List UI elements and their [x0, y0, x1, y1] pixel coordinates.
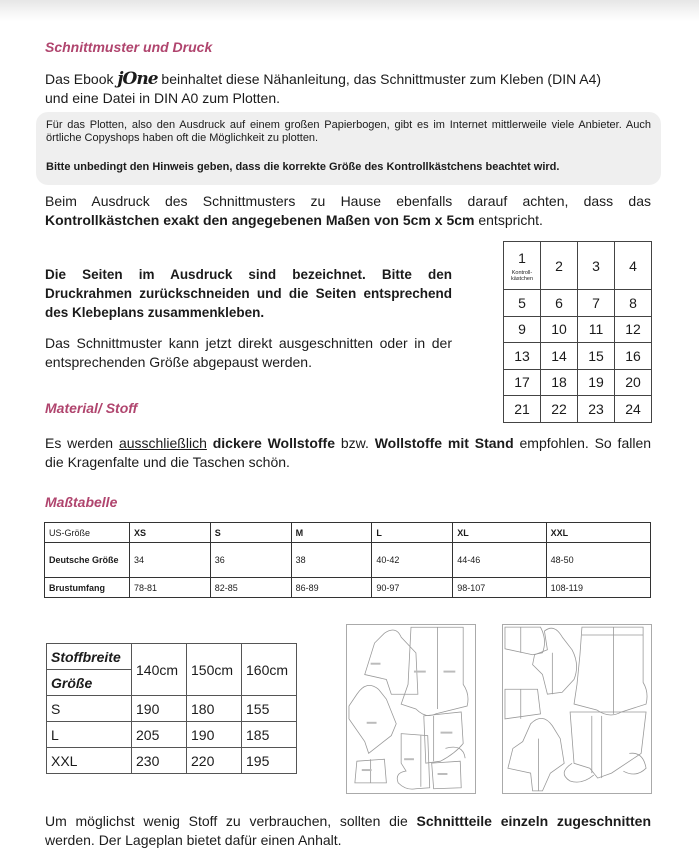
- grid-cell: 7: [578, 290, 615, 317]
- cut-instruction: Das Schnittmuster kann jetzt direkt ausgeschnitten oder in der entsprechenden Größe abgepaust werden.: [45, 335, 452, 370]
- material-text-2: bzw.: [335, 435, 375, 451]
- intro-text-1: Das Ebook: [45, 71, 118, 87]
- layout-plan-diagram-1: [346, 624, 476, 794]
- grid-cell: 2: [541, 242, 578, 290]
- grid-cell: 6: [541, 290, 578, 317]
- size-table-cell: L: [372, 523, 453, 543]
- size-table-cell: S: [210, 523, 291, 543]
- home-print-text: Beim Ausdruck des Schnittmusters zu Hause ebenfalls darauf achten, dass das: [45, 193, 651, 209]
- grid-cell: 14: [541, 343, 578, 370]
- fabric-cell: 195: [242, 748, 297, 774]
- heading-print: Schnittmuster und Druck: [45, 39, 213, 55]
- material-bold-2: Wollstoffe mit Stand: [374, 435, 514, 451]
- heading-material: Material/ Stoff: [45, 400, 138, 416]
- size-table-cell: XL: [453, 523, 546, 543]
- fabric-cell: 180: [187, 696, 242, 722]
- material-paragraph: [45, 434, 651, 472]
- grid-cell: 9: [504, 316, 541, 343]
- grid-cell: 22: [541, 396, 578, 423]
- size-table: [44, 522, 651, 598]
- fabric-size: XXL: [47, 748, 132, 774]
- size-table-label: US-Größe: [45, 523, 130, 543]
- grid-cell: 16: [615, 343, 652, 370]
- fabric-size: S: [47, 696, 132, 722]
- grid-cell: 12: [615, 316, 652, 343]
- grid-cell: 17: [504, 369, 541, 396]
- size-table-cell: 40-42: [372, 543, 453, 578]
- fabric-cell: 205: [132, 722, 187, 748]
- size-table-cell: 90-97: [372, 578, 453, 598]
- fabric-width-col: 150cm: [187, 644, 242, 696]
- fabric-cell: 190: [187, 722, 242, 748]
- intro-paragraph: [45, 70, 655, 108]
- brand-logo: jOne: [117, 69, 158, 89]
- fabric-cell: 190: [132, 696, 187, 722]
- layout-plan-footer: [45, 812, 651, 850]
- grid-cell: 23: [578, 396, 615, 423]
- intro-text-3: und eine Datei in DIN A0 zum Plotten.: [45, 90, 281, 106]
- intro-text-2: beinhaltet diese Nähanleitung, das Schnittmuster zum Kleben (DIN A4): [157, 71, 602, 87]
- fabric-cell: 155: [242, 696, 297, 722]
- grid-cell: 3: [578, 242, 615, 290]
- fabric-cell: 185: [242, 722, 297, 748]
- plotting-note-box: [36, 112, 661, 185]
- footer-bold: Schnittteile einzeln zugeschnitten: [416, 813, 652, 829]
- layout-plan-diagram-2: [502, 624, 652, 794]
- fabric-header-size: Größe: [47, 670, 132, 696]
- grid-cell: 8: [615, 290, 652, 317]
- grid-cell: 19: [578, 369, 615, 396]
- fabric-cell: 220: [187, 748, 242, 774]
- size-table-cell: XXL: [546, 523, 650, 543]
- size-table-cell: 108-119: [546, 578, 650, 598]
- material-bold-1: dickere Wollstoffe: [212, 435, 335, 451]
- size-table-cell: 78-81: [130, 578, 211, 598]
- grid-cell: 15: [578, 343, 615, 370]
- home-print-tail: entspricht.: [474, 212, 543, 228]
- fabric-width-col: 140cm: [132, 644, 187, 696]
- material-underline: ausschließlich: [118, 435, 207, 451]
- size-table-label: Brustumfang: [45, 578, 130, 598]
- size-table-cell: M: [291, 523, 372, 543]
- control-box-label: Kontroll- kästchen: [510, 269, 533, 282]
- fabric-cell: 230: [132, 748, 187, 774]
- heading-size-table: Maßtabelle: [45, 494, 118, 510]
- home-print-bold: Kontrollkästchen exakt den angegebenen Maßen von 5cm x 5cm: [45, 212, 475, 228]
- fabric-consumption-table: [46, 643, 297, 774]
- grid-cell: 10: [541, 316, 578, 343]
- size-table-cell: 48-50: [546, 543, 650, 578]
- footer-tail: werden. Der Lageplan bietet dafür einen Anhalt.: [45, 832, 342, 848]
- size-table-cell: XS: [130, 523, 211, 543]
- size-table-cell: 44-46: [453, 543, 546, 578]
- grid-cell: 13: [504, 343, 541, 370]
- fabric-header-width: Stoffbreite: [47, 644, 132, 670]
- grid-cell: 11: [578, 316, 615, 343]
- top-shadow: [0, 0, 699, 22]
- size-table-cell: 38: [291, 543, 372, 578]
- size-table-cell: 86-89: [291, 578, 372, 598]
- grid-cell: 21: [504, 396, 541, 423]
- size-table-cell: 34: [130, 543, 211, 578]
- size-table-cell: 36: [210, 543, 291, 578]
- grid-cell: 4: [615, 242, 652, 290]
- plotting-note-warning: Bitte unbedingt den Hinweis geben, dass die korrekte Größe des Kontrollkästchens beachtet wird.: [46, 161, 560, 173]
- fabric-width-col: 160cm: [242, 644, 297, 696]
- grid-cell: 20: [615, 369, 652, 396]
- home-print-paragraph: [45, 192, 651, 230]
- material-text-3: empfohlen. So fallen die Kragenfalte und die Taschen schön.: [45, 435, 652, 470]
- fabric-size: L: [47, 722, 132, 748]
- grid-cell-control: [504, 242, 541, 290]
- pages-instruction: Die Seiten im Ausdruck sind bezeichnet. Bitte den Druckrahmen zurückschneiden und die Seiten entsprechend des Klebeplans zusammenkleben.: [45, 267, 452, 320]
- grid-cell: 24: [615, 396, 652, 423]
- size-table-cell: 98-107: [453, 578, 546, 598]
- grid-number: 1: [518, 249, 526, 266]
- size-table-cell: 82-85: [210, 578, 291, 598]
- page-assembly-grid: [503, 241, 652, 423]
- size-table-label: Deutsche Größe: [45, 543, 130, 578]
- grid-cell: 18: [541, 369, 578, 396]
- plotting-note-text: Für das Plotten, also den Ausdruck auf einem großen Papierbogen, gibt es im Internet mittlerweile viele Anbieter. Auch örtliche Copyshops haben oft die Möglichkeit zu plotten.: [46, 119, 651, 144]
- grid-cell: 5: [504, 290, 541, 317]
- material-text: Es werden: [45, 435, 119, 451]
- footer-text: Um möglichst wenig Stoff zu verbrauchen, sollten die: [45, 813, 417, 829]
